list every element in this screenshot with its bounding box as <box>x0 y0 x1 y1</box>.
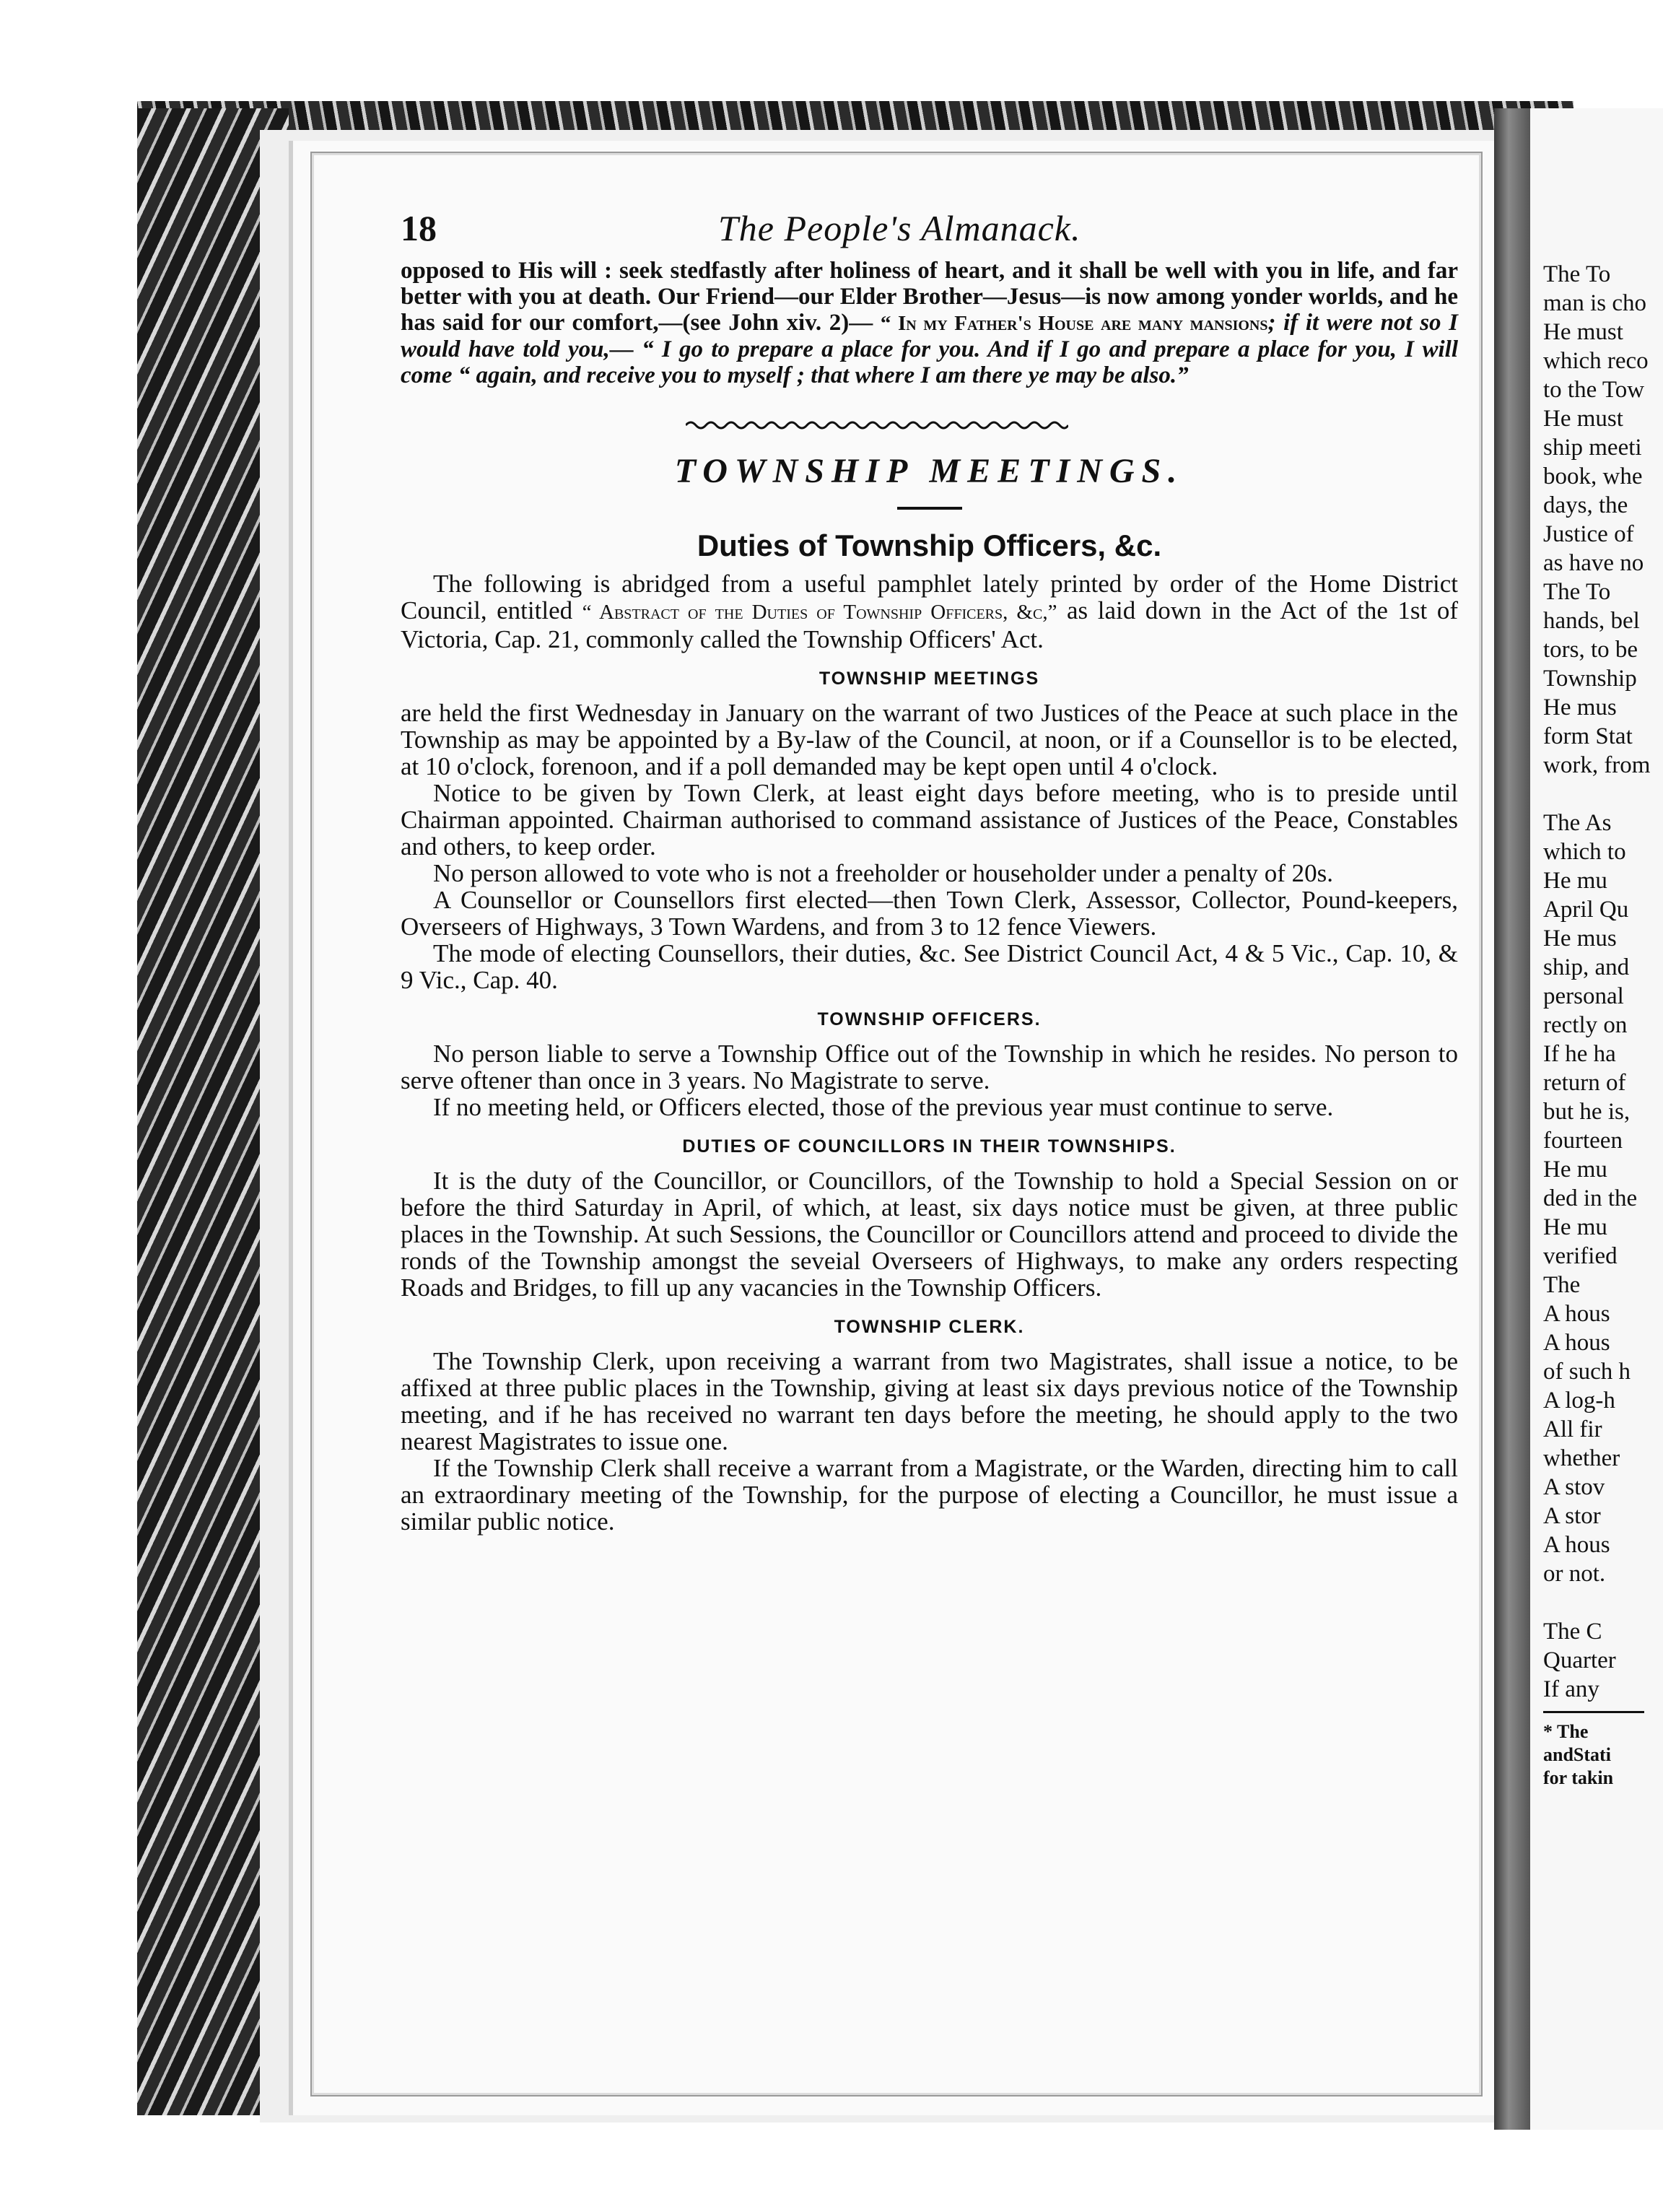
right-page-line: A hous <box>1543 1301 1610 1327</box>
right-page-line: tors, to be <box>1543 637 1638 663</box>
intro-quote-italic: ; if it were not so I would have told you,— “ I go to prepare a place for you. And if I go and prepare a place for you, I will come “ again, and receive you to myself ; that where I am there ye may be also.” <box>401 310 1459 388</box>
right-page-line: If he ha <box>1543 1041 1616 1067</box>
meetings-paragraph-5: The mode of electing Counsellors, their duties, &c. See District Council Act, 4 & 5 Vic., Cap. 10, & 9 Vic., Cap. 40. <box>401 939 1458 994</box>
right-page-line: Justice of <box>1543 521 1634 547</box>
right-page-line: He mus <box>1543 694 1617 720</box>
meetings-paragraph-2: Notice to be given by Town Clerk, at least eight days before meeting, who is to preside until Chairman appointed. Chairman authorised to command assistance of Justices of the Peace, Constables and others, to keep order. <box>401 779 1458 861</box>
right-page-line: He mu <box>1543 1157 1607 1183</box>
right-page-line: The C <box>1543 1619 1602 1645</box>
officers-paragraph-1: No person liable to serve a Township Office out of the Township in which he resides. No person to serve oftener than once in 3 years. No Magistrate to serve. <box>401 1040 1458 1094</box>
right-page-line: of such h <box>1543 1359 1631 1385</box>
right-page-line: He mu <box>1543 1214 1607 1240</box>
sub-heading: Duties of Township Officers, &c. <box>697 528 1162 562</box>
right-page-line: return of <box>1543 1070 1626 1096</box>
intro-paragraph-tail: as laid down in the Act of the 1st of Victoria, Cap. 21, commonly called the Township Officers' Act. <box>401 596 1458 653</box>
right-page-line: hands, bel <box>1543 608 1640 634</box>
right-page-line: Quarter <box>1543 1647 1616 1673</box>
right-page-line: A hous <box>1543 1532 1610 1558</box>
right-page-line: verified <box>1543 1243 1618 1269</box>
right-page-line: man is cho <box>1543 290 1646 316</box>
section-title-clerk: TOWNSHIP CLERK. <box>834 1317 1025 1337</box>
councillors-paragraph-1: It is the duty of the Councillor, or Councillors, of the Township to hold a Special Session on or before the third Saturday in April, of which, at least, six days notice must be given, at three public places in the Township. At such Sessions, the Councillor or Councillors attend and proceed to divide the ronds of the Township amongst the seveial Overseers of Highways, to make any orders respecting Roads and Bridges, to fill up any vacancies in the Township Officers. <box>401 1167 1458 1302</box>
officers-paragraph-2: If no meeting held, or Officers elected, those of the previous year must continue to serve. <box>433 1093 1334 1121</box>
right-page-line: whether <box>1543 1445 1620 1471</box>
intro-quote-caps: “ In my Father's House are many mansions <box>880 312 1268 335</box>
right-page-line: book, whe <box>1543 463 1643 489</box>
pamphlet-title: “ Abstract of the Duties of Township Officers, &c,” <box>582 601 1057 624</box>
right-page-line: work, from <box>1543 752 1651 778</box>
right-page-line: or not. <box>1543 1561 1606 1587</box>
page-header <box>401 206 1458 258</box>
right-page-fragment <box>1530 108 1663 2130</box>
right-page-line: He must <box>1543 319 1623 345</box>
footnote-rule <box>1543 1711 1644 1720</box>
page-number: 18 <box>401 208 437 248</box>
intro-paragraph <box>401 570 1458 653</box>
right-page-line: The As <box>1543 810 1612 836</box>
right-page-footnote-line: andStati <box>1543 1744 1611 1765</box>
right-page-line: A log-h <box>1543 1388 1615 1414</box>
right-page-line: to the Tow <box>1543 377 1645 403</box>
right-page-line: ded in the <box>1543 1185 1638 1211</box>
intro-passage <box>401 258 1458 388</box>
clerk-paragraph-1: The Township Clerk, upon receiving a warrant from two Magistrates, shall issue a notice, to be affixed at three public places in the Township, giving at least six days previous notice of the Township meeting, and if he has received no warrant ten days before the meeting, he should apply to the two nearest Magistrates to issue one. <box>401 1347 1458 1455</box>
right-page-line: If any <box>1543 1676 1599 1702</box>
heading-rule <box>897 507 962 510</box>
right-page-line: A hous <box>1543 1330 1610 1356</box>
right-page-line <box>1543 780 1663 809</box>
right-page-line: He must <box>1543 406 1623 432</box>
right-page-line: days, the <box>1543 492 1628 518</box>
right-page-footnote-line: * The <box>1543 1721 1589 1742</box>
section-title-councillors: DUTIES OF COUNCILLORS IN THEIR TOWNSHIPS. <box>682 1136 1177 1157</box>
meetings-paragraph-1: are held the first Wednesday in January on the warrant of two Justices of the Peace at such place in the Township as may be appointed by a By-law of the Council, at noon, or if a Counsellor is to be elected, at 10 o'clock, forenoon, and if a poll demanded may be kept open until 4 o'clock. <box>401 699 1458 780</box>
right-page-line: ship meeti <box>1543 435 1642 461</box>
right-page-line: personal <box>1543 983 1624 1009</box>
page-content <box>401 206 1458 1535</box>
section-title-officers: TOWNSHIP OFFICERS. <box>817 1009 1042 1029</box>
right-page-line: The To <box>1543 579 1611 605</box>
right-page-line: A stov <box>1543 1474 1605 1500</box>
main-heading: TOWNSHIP MEETINGS. <box>674 452 1184 490</box>
right-page-line: A stor <box>1543 1503 1601 1529</box>
right-page-line: All fir <box>1543 1416 1602 1442</box>
right-page-line <box>1543 1588 1663 1617</box>
right-page-line: ship, and <box>1543 954 1630 980</box>
wavy-divider <box>686 417 1068 433</box>
right-page-line: The To <box>1543 261 1611 287</box>
intro-text: opposed to His will : seek stedfastly after holiness of heart, and it shall be well with you in life, and far better with you at death. Our Friend—our Elder Brother—Jesus—is now among yonder worlds, and he has said for our comfort,—(see John xiv. 2)— <box>401 258 1458 336</box>
right-page-line: but he is, <box>1543 1099 1631 1125</box>
right-page-line: The <box>1543 1272 1581 1298</box>
book-gutter <box>1494 108 1530 2130</box>
meetings-paragraph-3: No person allowed to vote who is not a freeholder or householder under a penalty of 20s. <box>433 859 1334 887</box>
right-page-line: fourteen <box>1543 1128 1623 1154</box>
right-page-line: rectly on <box>1543 1012 1628 1038</box>
right-page-line: He mu <box>1543 868 1607 894</box>
right-page-text <box>1543 260 1663 1790</box>
right-page-line: which to <box>1543 839 1626 865</box>
right-page-line: Township <box>1543 666 1637 692</box>
clerk-paragraph-2: If the Township Clerk shall receive a warrant from a Magistrate, or the Warden, directing him to call an extraordinary meeting of the Township, for the purpose of electing a Councillor, he must issue a similar public notice. <box>401 1454 1458 1536</box>
right-page-footnote-line: for takin <box>1543 1767 1614 1788</box>
running-title: The People's Almanack. <box>718 208 1081 248</box>
right-page-line: He mus <box>1543 926 1617 952</box>
body-text <box>401 570 1458 1535</box>
right-page-line: form Stat <box>1543 723 1633 749</box>
intro-paragraph-text: The following is abridged from a useful pamphlet lately printed by order of the Home District Council, entitled <box>401 570 1458 624</box>
right-page-line: April Qu <box>1543 897 1629 923</box>
section-title-meetings: TOWNSHIP MEETINGS <box>819 669 1040 689</box>
right-page-line: as have no <box>1543 550 1644 576</box>
right-page-line: which reco <box>1543 348 1649 374</box>
meetings-paragraph-4: A Counsellor or Counsellors first elected—then Town Clerk, Assessor, Collector, Pound-keepers, Overseers of Highways, 3 Town Wardens, and from 3 to 12 fence Viewers. <box>401 886 1458 941</box>
